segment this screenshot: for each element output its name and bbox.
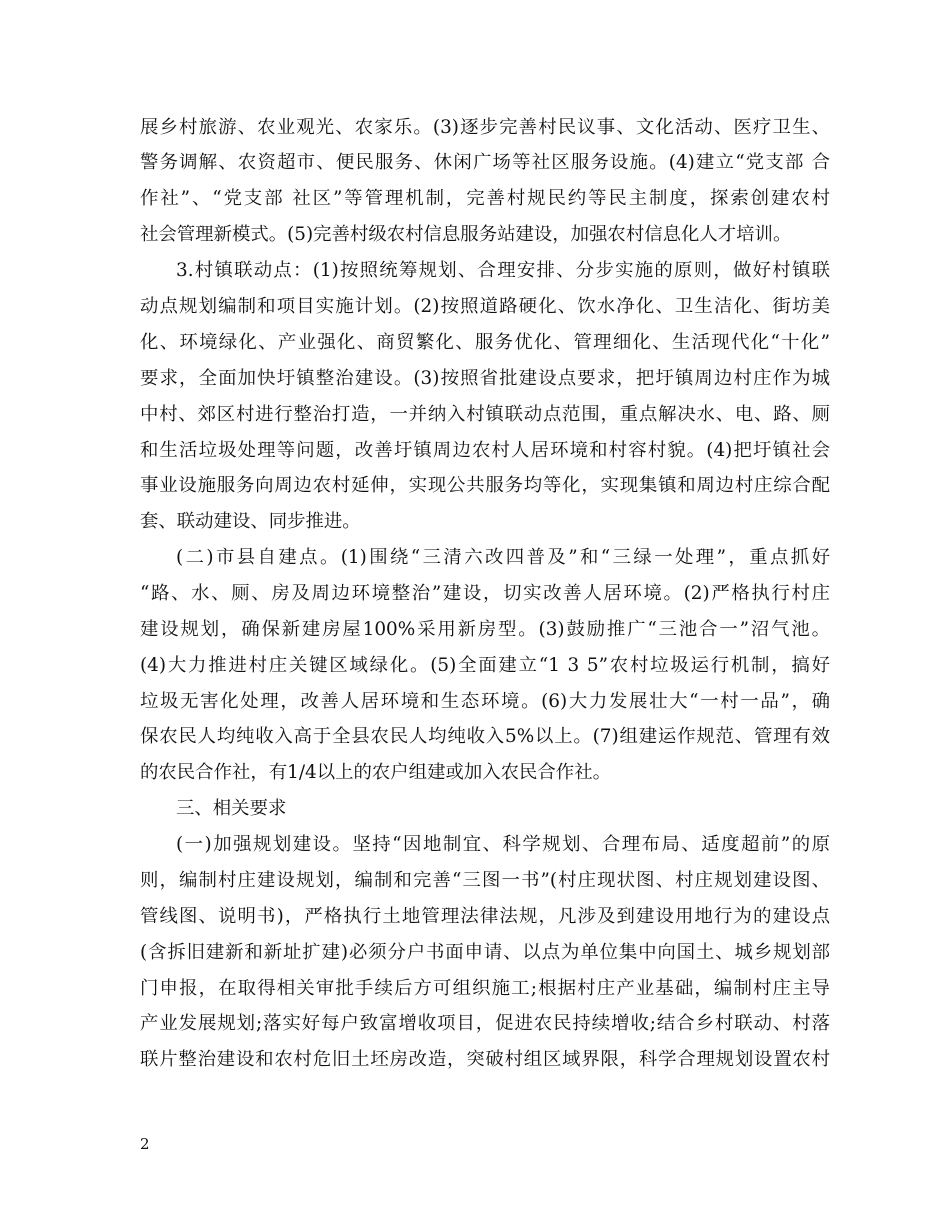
text-line: 和生活垃圾处理等问题，改善圩镇周边农村人居环境和村容村貌。(4)把圩镇社会 xyxy=(140,440,830,461)
text-line: 保农民人均纯收入高于全县农民人均纯收入5%以上。(7)组建运作规范、管理有效 xyxy=(140,726,830,747)
text-line: 的农民合作社，有1/4以上的农户组建或加入农民合作社。 xyxy=(140,762,611,783)
text-line: 中村、郊区村进行整治打造，一并纳入村镇联动点范围，重点解决水、电、路、厕 xyxy=(140,404,830,425)
text-line: 建设规划，确保新建房屋100%采用新房型。(3)鼓励推广“三池合一”沼气池。 xyxy=(140,619,830,640)
text-line: 3.村镇联动点：(1)按照统筹规划、合理安排、分步实施的原则，做好村镇联 xyxy=(176,260,830,281)
section-heading: 三、相关要求 xyxy=(176,798,287,819)
text-line: (二)市县自建点。(1)围绕“三清六改四普及”和“三绿一处理”，重点抓好 xyxy=(176,547,830,568)
text-line: 展乡村旅游、农业观光、农家乐。(3)逐步完善村民议事、文化活动、医疗卫生、 xyxy=(140,117,830,138)
text-line: (含拆旧建新和新址扩建)必须分户书面申请、以点为单位集中向国土、城乡规划部 xyxy=(140,942,830,963)
text-line: 社会管理新模式。(5)完善村级农村信息服务站建设，加强农村信息化人才培训。 xyxy=(140,224,792,245)
text-line: 门申报，在取得相关审批手续后方可组织施工;根据村庄产业基础，编制村庄主导 xyxy=(140,978,830,999)
text-line: “路、水、厕、房及周边环境整治”建设，切实改善人居环境。(2)严格执行村庄 xyxy=(140,583,830,604)
text-line: 要求，全面加快圩镇整治建设。(3)按照省批建设点要求，把圩镇周边村庄作为城 xyxy=(140,368,830,389)
text-line: 作社”、“党支部 社区”等管理机制，完善村规民约等民主制度，探索创建农村 xyxy=(140,188,830,209)
page-number: 2 xyxy=(140,1135,150,1153)
text-line: 则，编制村庄建设规划，编制和完善“三图一书”(村庄现状图、村庄规划建设图、 xyxy=(140,870,830,891)
text-line: 事业设施服务向周边农村延伸，实现公共服务均等化，实现集镇和周边村庄综合配 xyxy=(140,475,830,496)
text-line: 动点规划编制和项目实施计划。(2)按照道路硬化、饮水净化、卫生洁化、街坊美 xyxy=(140,296,830,317)
text-line: 垃圾无害化处理，改善人居环境和生态环境。(6)大力发展壮大“一村一品”，确 xyxy=(140,691,830,712)
text-line: 化、环境绿化、产业强化、商贸繁化、服务优化、管理细化、生活现代化“十化” xyxy=(140,332,830,353)
text-line: 产业发展规划;落实好每户致富增收项目，促进农民持续增收;结合乡村联动、村落 xyxy=(140,1013,830,1034)
text-line: 管线图、说明书)，严格执行土地管理法律法规，凡涉及到建设用地行为的建设点 xyxy=(140,906,830,927)
text-line: (4)大力推进村庄关键区域绿化。(5)全面建立“1 3 5”农村垃圾运行机制，搞好 xyxy=(140,655,830,676)
text-line: 套、联动建设、同步推进。 xyxy=(140,511,361,532)
text-line: (一)加强规划建设。坚持“因地制宜、科学规划、合理布局、适度超前”的原 xyxy=(176,834,830,855)
text-line: 联片整治建设和农村危旧土坯房改造，突破村组区域界限，科学合理规划设置农村 xyxy=(140,1049,830,1070)
text-line: 警务调解、农资超市、便民服务、休闲广场等社区服务设施。(4)建立“党支部 合 xyxy=(140,152,830,173)
